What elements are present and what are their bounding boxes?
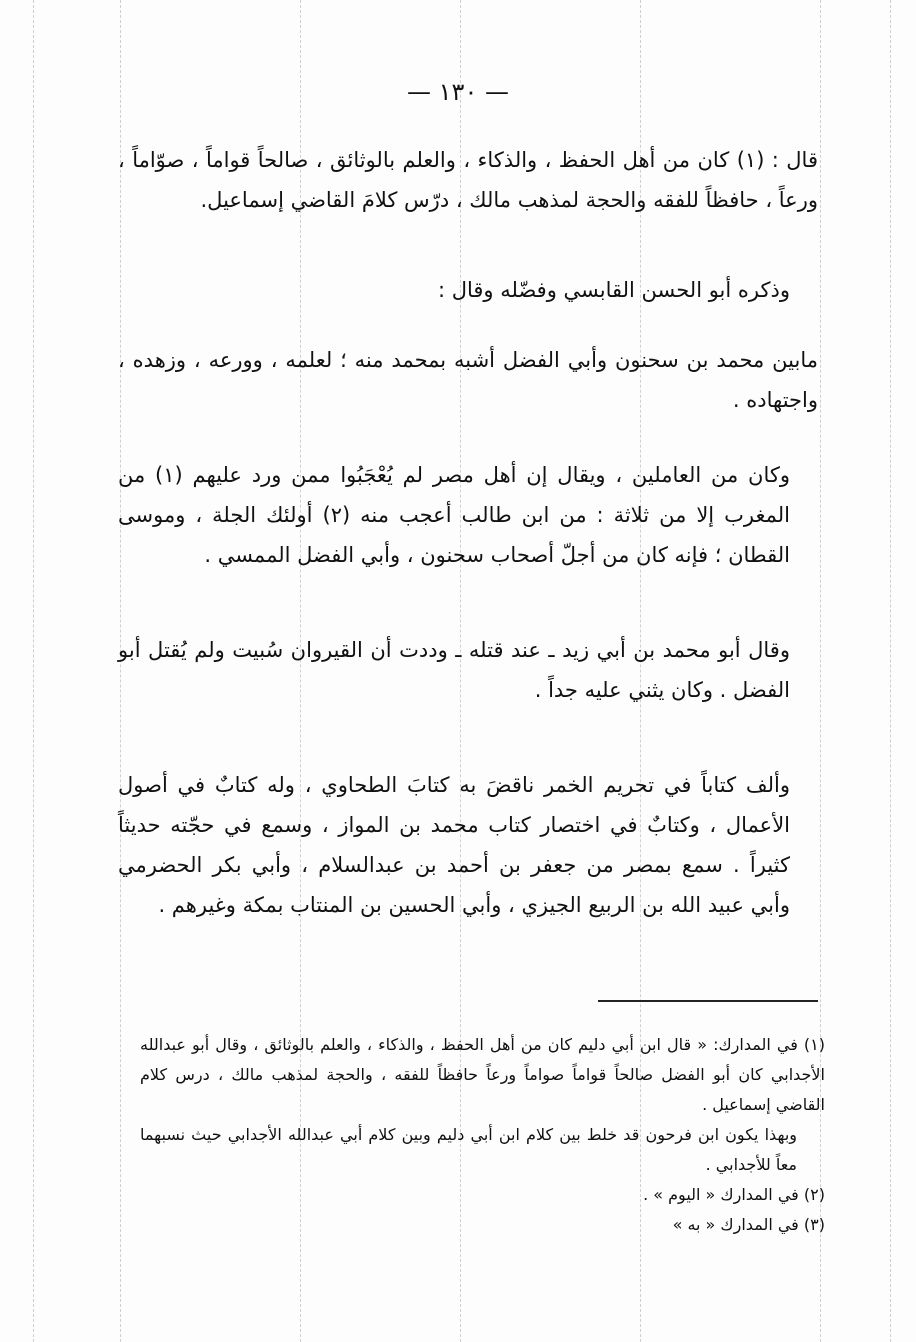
paragraph-text: وقال أبو محمد بن أبي زيد ـ عند قتله ـ وددت أن القيروان سُبيت ولم يُقتل أبو الفضل . وكان يثني عليه جداً . [118, 638, 790, 702]
footnote-item: (٣) في المدارك « به » [672, 1215, 825, 1234]
scan-guide-line [33, 0, 34, 1342]
footnote-item: وبهذا يكون ابن فرحون قد خلط بين كلام ابن أبي دليم وبين كلام أبي عبدالله الأجدابي حيث نسبهما معاً للأجدابي . [140, 1125, 797, 1174]
paragraph-text: وألف كتاباً في تحريم الخمر ناقضَ به كتابَ الطحاوي ، وله كتابٌ في أصول الأعمال ، وكتابٌ في اختصار كتاب محمد بن المواز ، وسمع في حجّته حديثاً كثيراً . سمع بمصر من جعفر بن أحمد بن عبدالسلام ، وأبي بكر الحضرمي وأبي عبيد الله بن الربيع الجيزي ، وأبي الحسين بن المنتاب بمكة وغيرهم . [118, 773, 790, 917]
paragraph-2 [118, 270, 818, 310]
paragraph-5 [118, 630, 818, 710]
footnote-item: (١) في المدارك: « قال ابن أبي دليم كان من أهل الحفظ ، والذكاء ، والعلم بالوثائق ، وقال أبو عبدالله الأجدابي كان أبو الفضل صالحاً قواماً صواماً ورعاً حافظاً للفقه ، والحجة لمذهب مالك ، درس كلام القاضي إسماعيل . [140, 1035, 825, 1114]
page-number: — ١٣٠ — [407, 78, 509, 106]
paragraph-6 [118, 765, 818, 925]
paragraph-text: وكان من العاملين ، ويقال إن أهل مصر لم يُعْجَبُوا ممن ورد عليهم (١) من المغرب إلا من ثلاثة : من ابن طالب أعجب منه (٢) أولئك الجلة ، وموسى القطان ؛ فإنه كان من أجلّ أصحاب سحنون ، وأبي الفضل الممسي . [118, 463, 790, 567]
paragraph-text: مابين محمد بن سحنون وأبي الفضل أشبه بمحمد منه ؛ لعلمه ، وورعه ، وزهده ، واجتهاده . [118, 348, 818, 412]
paragraph-4 [118, 455, 818, 575]
paragraph-3 [118, 340, 818, 420]
paragraph-text: قال : (١) كان من أهل الحفظ ، والذكاء ، والعلم بالوثائق ، صالحاً قواماً ، صوّاماً ، ورعاً ، حافظاً للفقه والحجة لمذهب مالك ، درّس كلامَ القاضي إسماعيل. [118, 148, 818, 212]
paragraph-1 [118, 140, 818, 220]
footnotes [140, 1030, 825, 1240]
scan-guide-line [890, 0, 891, 1342]
paragraph-text: وذكره أبو الحسن القابسي وفضّله وقال : [437, 278, 790, 302]
footnote-divider [598, 1000, 818, 1002]
footnote-item: (٢) في المدارك « اليوم » . [643, 1185, 825, 1204]
